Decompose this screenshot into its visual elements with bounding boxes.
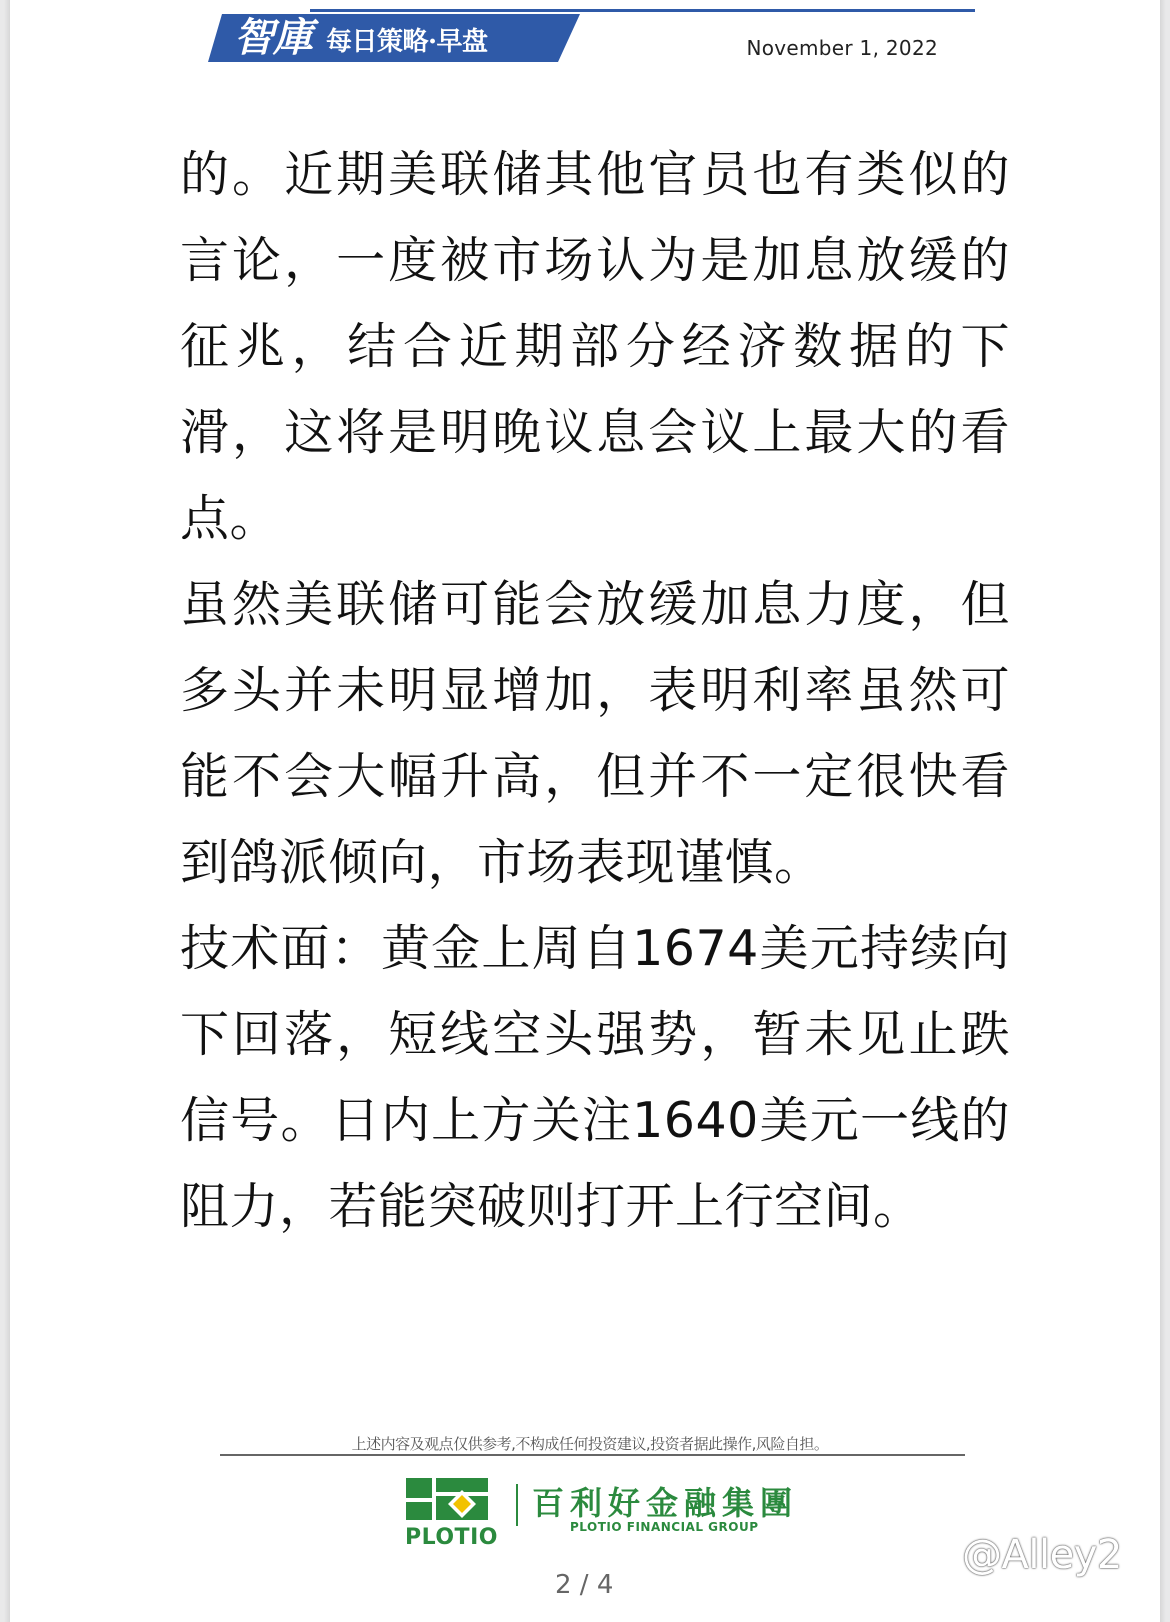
publication-date: November 1, 2022 — [746, 36, 938, 60]
document-page — [10, 0, 1160, 1622]
logo-wordmark: PLOTIO — [405, 1525, 498, 1550]
page-indicator: 2 / 4 — [555, 1570, 614, 1600]
paragraph: 的。近期美联储其他官员也有类似的言论，一度被市场认为是加息放缓的征兆，结合近期部分经济数据的下滑，这将是明晚议息会议上最大的看点。 — [180, 146, 1010, 547]
article-body — [180, 132, 1010, 1250]
user-watermark: @Alley2 — [962, 1532, 1122, 1578]
disclaimer-text: 上述内容及观点仅供参考,不构成任何投资建议,投资者据此操作,风险自担。 — [351, 1435, 829, 1453]
company-name-cn: 百利好金融集團 — [532, 1484, 799, 1522]
brand-title: 智庫 — [234, 14, 312, 61]
logo-divider — [516, 1484, 518, 1526]
footer-rule — [220, 1454, 965, 1456]
header-banner — [208, 12, 580, 64]
brand-subtitle: 每日策略·早盘 — [326, 27, 488, 57]
company-name-en: PLOTIO FINANCIAL GROUP — [570, 1520, 759, 1534]
paragraph: 虽然美联储可能会放缓加息力度，但多头并未明显增加，表明利率虽然可能不会大幅升高，但并不一定很快看到鸽派倾向，市场表现谨慎。 — [180, 576, 1010, 891]
paragraph: 技术面：黄金上周自1674美元持续向下回落，短线空头强势，暂未见止跌信号。日内上方关注1640美元一线的阻力，若能突破则打开上行空间。 — [180, 920, 1010, 1235]
